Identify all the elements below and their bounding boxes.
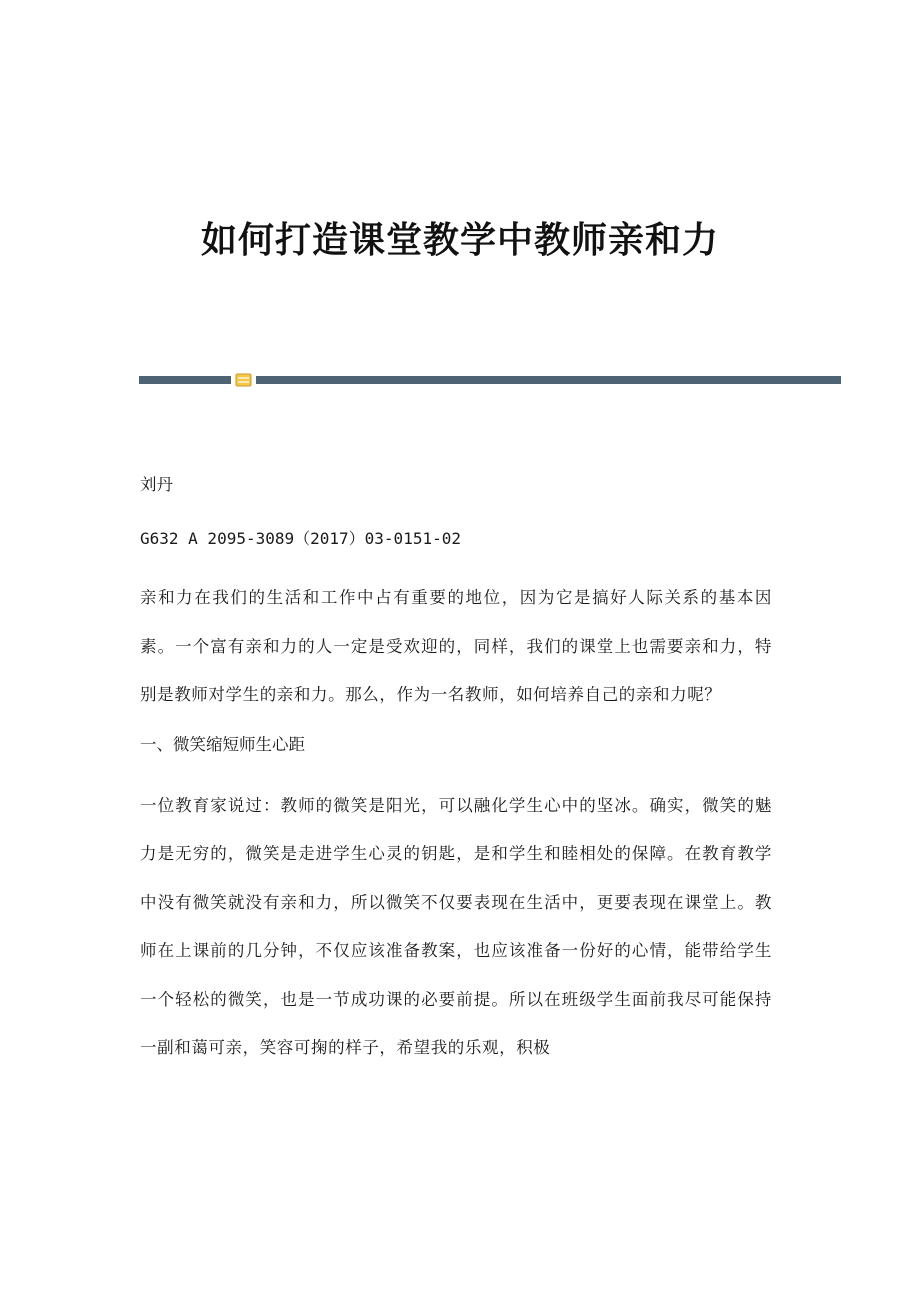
intro-paragraph: 亲和力在我们的生活和工作中占有重要的地位，因为它是搞好人际关系的基本因素。一个富有亲和力的人一定是受欢迎的，同样，我们的课堂上也需要亲和力，特别是教师对学生的亲和力。那么，作为一名教师，如何培养自己的亲和力呢？ bbox=[140, 588, 772, 704]
divider-bar-right bbox=[256, 376, 841, 384]
document-body bbox=[140, 466, 772, 1079]
author-name: 刘丹 bbox=[140, 475, 173, 494]
section-paragraph: 一位教育家说过：教师的微笑是阳光，可以融化学生心中的坚冰。确实，微笑的魅力是无穷的，微笑是走进学生心灵的钥匙，是和学生和睦相处的保障。在教育教学中没有微笑就没有亲和力，所以微笑不仅要表现在生活中，更要表现在课堂上。教师在上课前的几分钟，不仅应该准备教案，也应该准备一份好的心情，能带给学生一个轻松的微笑，也是一节成功课的必要前提。所以在班级学生面前我尽可能保持一副和蔼可亲，笑容可掬的样子，希望我的乐观，积极 bbox=[140, 795, 772, 1057]
title-divider bbox=[139, 373, 841, 387]
section-heading: 一、微笑缩短师生心距 bbox=[140, 734, 305, 754]
divider-bar-left bbox=[139, 376, 231, 384]
ornament-icon bbox=[235, 373, 252, 387]
classification-code: G632 A 2095-3089（2017）03-0151-02 bbox=[140, 529, 461, 548]
page-title: 如何打造课堂教学中教师亲和力 bbox=[200, 219, 719, 261]
